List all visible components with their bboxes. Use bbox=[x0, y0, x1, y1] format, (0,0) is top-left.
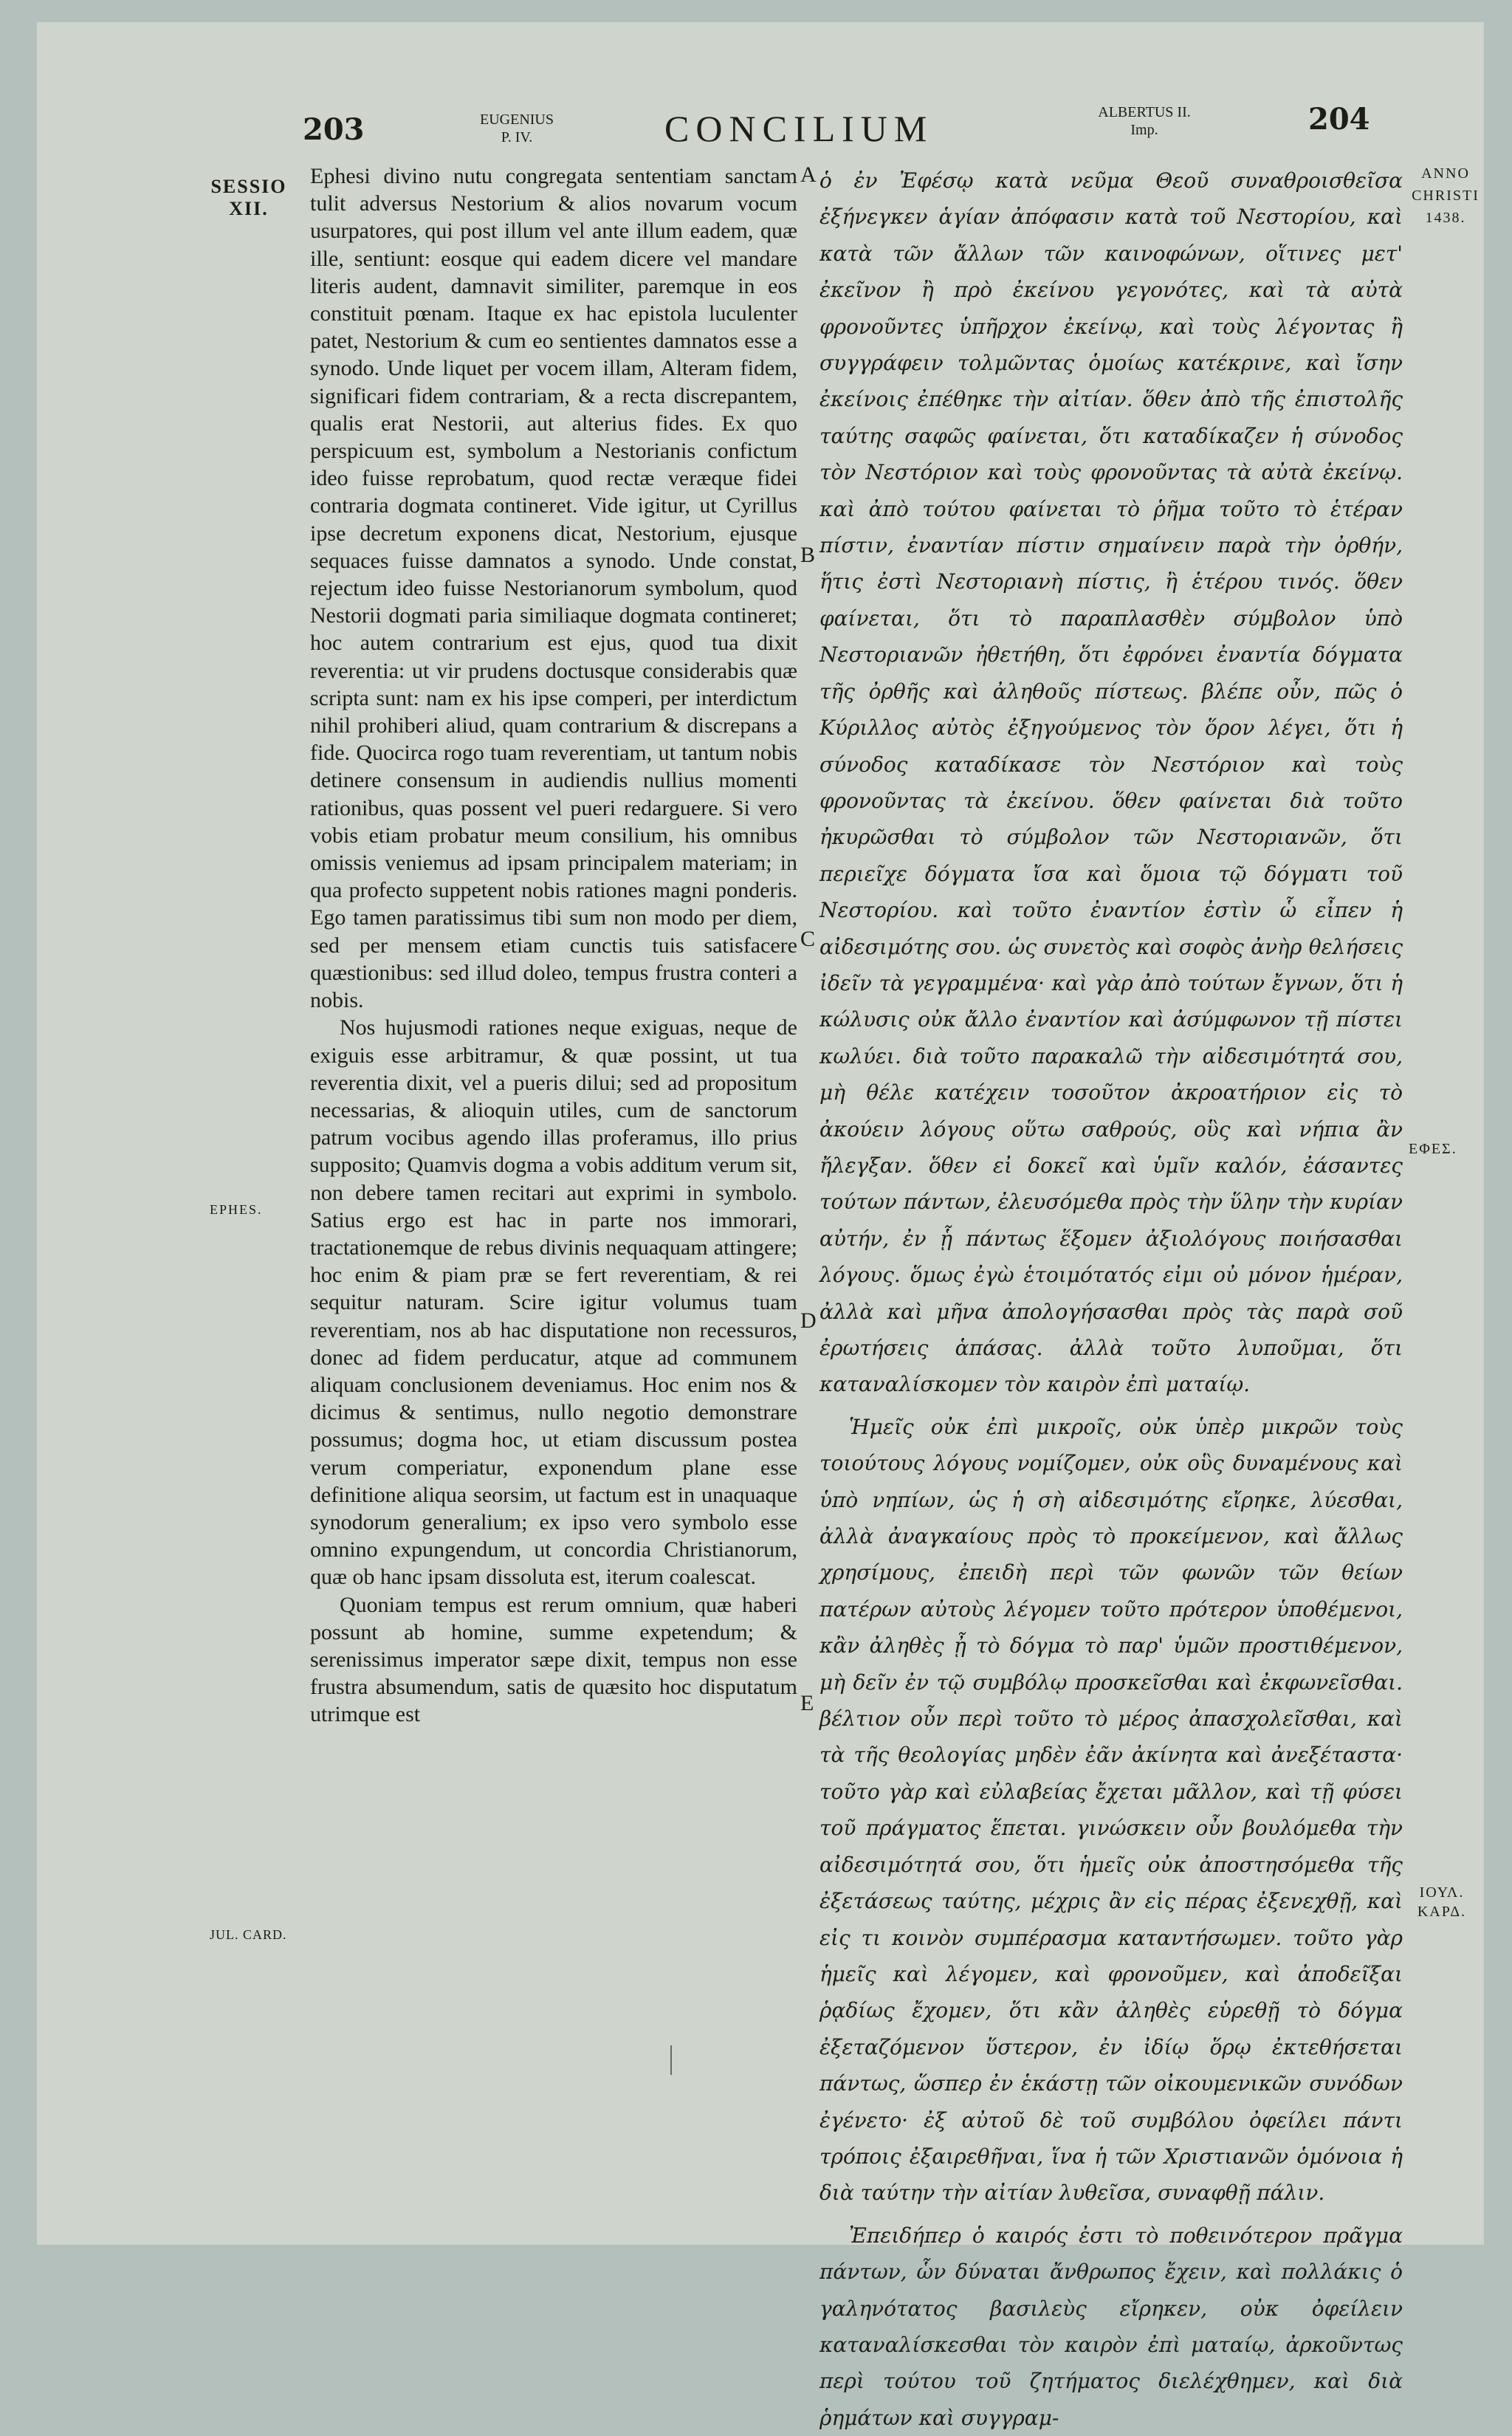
margin-line: SESSIO bbox=[210, 176, 287, 197]
margin-note-anno bbox=[1409, 162, 1482, 229]
running-head-left-line: P. IV. bbox=[501, 129, 533, 145]
page-number-left: 203 bbox=[303, 112, 365, 147]
margin-line: 1438. bbox=[1425, 210, 1466, 226]
greek-paragraph: Ἐπειδήπερ ὁ καιρός ἐστι τὸ ποθεινότερον πρᾶγμα πάντων, ὧν δύναται ἄνθρωπος ἔχειν, καὶ πολλάκις ὁ γαληνότατος βασιλεὺς εἴρηκεν, οὐκ ὀφείλειν καταναλίσκεσθαι τὸν καιρὸν ἐπὶ ματαίῳ, ἀρκοῦντως περὶ τούτου τοῦ ζητήματος διελέχθημεν, καὶ διὰ ῥημάτων καὶ συγγραμ- bbox=[819, 2223, 1403, 2430]
margin-line: CHRISTI bbox=[1412, 188, 1480, 204]
latin-column bbox=[310, 162, 797, 1729]
margin-note-ephes: EPHES. bbox=[210, 1202, 263, 1217]
running-head-right-line: Imp. bbox=[1130, 122, 1158, 138]
greek-column bbox=[819, 162, 1403, 2436]
margin-line: ΙΟΥΛ. bbox=[1419, 1884, 1465, 1901]
section-letter-c: C bbox=[800, 927, 816, 951]
latin-paragraph: Nos hujusmodi rationes neque exiguas, neque de exiguis esse arbitramur, & quæ possint, ut tua reverentia dixit, vel a pueris dilui; sed ad propositum necessarias, & alioquin utiles, cum de sanctorum patrum vocibus agendo illas proferamus, illo prius supposito; Quamvis dogma a vobis additum verum sit, non debere tamen recitari aut exprimi in symbolo. Satius ergo est hac in parte nos immorari, tractationemque de rebus divinis nequaquam attingere; hoc enim & piam præ se fert reverentiam, & rei sequitur naturam. Scire igitur volumus tuam reverentiam, nos ab hac disputatione non recessuros, donec ad fidem perducatur, atque ad communem aliquam conclusionem deveniamus. Hoc enim nos & dicimus & sentimus, nullo negotio demonstrare possumus; dogma hoc, ut etiam discussum postea verum comperiatur, exponendum plane esse definitione aliqua seorsim, ut factum est in unaquaque synodorum generalium; ex ipso vero symbolo esse omnino expungendum, ut concordia Christianorum, quæ ob hanc ipsam dissoluta est, iterum coalescat. bbox=[310, 1015, 797, 1590]
running-head-left bbox=[450, 111, 583, 146]
margin-note-jul-card: JUL. CARD. bbox=[210, 1927, 287, 1942]
margin-line: ΚΑΡΔ. bbox=[1417, 1904, 1467, 1920]
gutter-mark bbox=[670, 2045, 672, 2075]
section-letter-e: E bbox=[800, 1691, 814, 1715]
latin-paragraph: Quoniam tempus est rerum omnium, quæ haberi possunt ab homine, summe expetendum; & serenissimus imperator sæpe dixit, tempus non esse frustra absumendum, satis de quæsito hoc disputatum utrimque est bbox=[310, 1592, 797, 1727]
book-page bbox=[37, 22, 1484, 2430]
page-header bbox=[37, 22, 1484, 149]
page-number-right: 204 bbox=[1308, 102, 1370, 137]
running-head-right bbox=[1063, 103, 1226, 139]
running-head-right-line: ALBERTUS II. bbox=[1098, 104, 1191, 120]
section-letter-d: D bbox=[800, 1308, 817, 1333]
margin-note-efes: ΕΦΕΣ. bbox=[1409, 1141, 1457, 1157]
margin-note-iota bbox=[1409, 1883, 1475, 1921]
running-title: CONCILIUM bbox=[664, 108, 934, 149]
greek-paragraph: ὁ ἐν Ἐφέσῳ κατὰ νεῦμα Θεοῦ συναθροισθεῖσα ἐξήνεγκεν ἁγίαν ἀπόφασιν κατὰ τοῦ Νεστορίου, καὶ κατὰ τῶν ἄλλων τῶν καινοφώνων, οἵτινες μετ' ἐκεῖνον ἢ πρὸ ἐκείνου γεγονότες, καὶ τὰ αὐτὰ φρονοῦντες ὑπῆρχον ἐκείνῳ, καὶ τοὺς λέγοντας ἢ συγγράφειν τολμῶντας ὁμοίως κατέκρινε, καὶ ἴσην ἐκείνοις ἐπέθηκε τὴν αἰτίαν. ὅθεν ἀπὸ τῆς ἐπιστολῆς ταύτης σαφῶς φαίνεται, ὅτι καταδίκαζεν ἡ σύνοδος τὸν Νεστόριον καὶ τοὺς φρονοῦντας τὰ αὐτὰ ἐκείνῳ. καὶ ἀπὸ τούτου φαίνεται τὸ ῥῆμα τοῦτο τὸ ἑτέραν πίστιν, ἐναντίαν πίστιν σημαίνειν παρὰ τὴν ὀρθήν, ἥτις ἐστὶ Νεστοριανὴ πίστις, ἢ ἑτέρου τινός. ὅθεν φαίνεται, ὅτι τὸ παραπλασθὲν σύμβολον ὑπὸ Νεστοριανῶν ἠθετήθη, ὅτι ἐφρόνει ἐναντία δόγματα τῆς ὀρθῆς καὶ ἀληθοῦς πίστεως. βλέπε οὖν, πῶς ὁ Κύριλλος αὐτὸς ἐξηγούμενος τὸν ὅρον λέγει, ὅτι ἡ σύνοδος καταδίκασε τὸν Νεστόριον καὶ τοὺς φρονοῦντας τὰ ἐκείνου. ὅθεν φαίνεται διὰ τοῦτο ἠκυρῶσθαι τὸ σύμβολον τῶν Νεστοριανῶν, ὅτι περιεῖχε δόγματα ἴσα καὶ ὅμοια τῷ δόγματι τοῦ Νεστορίου. καὶ τοῦτο ἐναντίον ἐστὶν ὧ εἶπεν ἡ αἰδεσιμότης σου. ὡς συνετὸς καὶ σοφὸς ἀνὴρ θελήσεις ἰδεῖν τὰ γεγραμμένα· καὶ γὰρ ἀπὸ τούτων ἔγνων, ὅτι ἡ κώλυσις οὐκ ἄλλο ἐναντίον καὶ ἀσύμφωνον τῇ πίστει κωλύει. διὰ τοῦτο παρακαλῶ τὴν αἰδεσιμότητά σου, μὴ θέλε κατέχειν τοσοῦτον ἀκροατήριον εἰς τὸ ἀκούειν λόγους οὕτω σαθρούς, οὓς καὶ νήπια ἂν ἤλεγξαν. ὅθεν εἰ δοκεῖ καὶ ὑμῖν καλόν, ἐάσαντες τούτων πάντων, ἐλευσόμεθα πρὸς τὴν ὕλην τὴν κυρίαν αὐτήν, ἐν ᾗ πάντως ἕξομεν ἀξιολόγους ποιήσασθαι λόγους. ὅμως ἐγὼ ἑτοιμότατός εἰμι οὐ μόνον ἡμέραν, ἀλλὰ καὶ μῆνα ἀπολογήσασθαι πρὸς τὰς παρὰ σοῦ ἐρωτήσεις ἁπάσας. ἀλλὰ τοῦτο λυποῦμαι, ὅτι καταναλίσκομεν τὸν καιρὸν ἐπὶ ματαίῳ. bbox=[819, 168, 1403, 1397]
section-letter-a: A bbox=[800, 162, 817, 187]
running-head-left-line: EUGENIUS bbox=[480, 111, 554, 128]
greek-paragraph: Ἡμεῖς οὐκ ἐπὶ μικροῖς, οὐκ ὑπὲρ μικρῶν τοὺς τοιούτους λόγους νομίζομεν, οὐκ οὓς δυναμένους καὶ ὑπὸ νηπίων, ὡς ἡ σὴ αἰδεσιμότης εἴρηκε, λύεσθαι, ἀλλὰ ἀναγκαίους πρὸς τὸ προκείμενον, καὶ ἄλλως χρησίμους, ἐπειδὴ περὶ τῶν φωνῶν τῶν θείων πατέρων αὐτοὺς λέγομεν τοῦτο πρότερον ὑποθέμενοι, κἂν ἀληθὲς ᾖ τὸ δόγμα τὸ παρ' ὑμῶν προστιθέμενον, μὴ δεῖν ἐν τῷ συμβόλῳ προσκεῖσθαι καὶ ἐκφωνεῖσθαι. βέλτιον οὖν περὶ τοῦτο τὸ μέρος ἀπασχολεῖσθαι, καὶ τὰ τῆς θεολογίας μηδὲν ἐᾶν ἀκίνητα καὶ ἀνεξέταστα· τοῦτο γὰρ καὶ εὐλαβείας ἔχεται μᾶλλον, καὶ τῇ φύσει τοῦ πράγματος ἕπεται. γινώσκειν οὖν βουλόμεθα τὴν αἰδεσιμότητά σου, ὅτι ἡμεῖς οὐκ ἀποστησόμεθα τῆς ἐξετάσεως ταύτης, μέχρις ἂν εἰς πέρας ἐξενεχθῇ, καὶ εἰς τι κοινὸν συμπέρασμα καταντήσωμεν. τοῦτο γὰρ ἡμεῖς καὶ λέγομεν, καὶ φρονοῦμεν, καὶ ἀποδεῖξαι ῥᾳδίως ἔχομεν, ὅτι κἂν ἀληθὲς εὑρεθῇ τὸ δόγμα ἐξεταζόμενον ὕστερον, ἐν ἰδίῳ ὅρῳ ἐκτεθήσεται πάντως, ὥσπερ ἐν ἑκάστῃ τῶν οἰκουμενικῶν συνόδων ἐγένετο· ἐξ αὐτοῦ δὲ τοῦ συμβόλου ὀφείλει πάντι τρόποις ἐξαιρεθῆναι, ἵνα ἡ τῶν Χριστιανῶν ὁμόνοια ἡ διὰ ταύτην τὴν αἰτίαν λυθεῖσα, συναφθῇ πάλιν. bbox=[819, 1414, 1403, 2206]
margin-note-sessio bbox=[208, 176, 289, 220]
section-letter-b: B bbox=[800, 543, 816, 567]
margin-line: XII. bbox=[229, 198, 269, 219]
latin-paragraph: Ephesi divino nutu congregata sententiam sanctam tulit adversus Nestorium & alios novarum vocum usurpatores, qui post illum vel ante illum eadem, quæ ille, sentiunt: eosque qui eadem dicere vel mandare literis audent, damnavit similiter, paremque in eos constituit pœnam. Itaque ex hac epistola luculenter patet, Nestorium & cum eo sentientes damnatos esse a synodo. Unde liquet per vocem illam, Alteram fidem, significari fidem contrariam, & a recta discrepantem, qualis erat Nestorii, aut alterius fides. Ex quo perspicuum est, symbolum a Nestorianis confictum ideo fuisse reprobatum, quod rectæ veræque fidei contraria dogmata contineret. Vide igitur, ut Cyrillus ipse decretum exponens dicat, Nestorium, ejusque sequaces fuisse damnatos a synodo. Unde constat, rejectum ideo fuisse Nestorianorum symbolum, quod Nestorii dogmati paria similiaque dogmata contineret; hoc autem contrarium est ejus, quod tua dixit reverentia: ut vir prudens doctusque considerabis quæ scripta sunt: nam ex his ipse comperi, per interdictum nihil prohiberi aliud, quam contrarium & discrepans a fide. Quocirca rogo tuam reverentiam, ut tantum nobis detinere consensum in audiendis nullius momenti rationibus, quas possent vel pueri redarguere. Si vero vobis etiam probatur meum consilium, his omnibus omissis veniemus ad ipsam principalem materiam; in qua profecto suppetent nobis rationes magni ponderis. Ego tamen paratissimus tibi sum non modo per diem, sed per mensem etiam cunctis tuis satisfacere quæstionibus: sed illud doleo, tempus frustra conteri a nobis. bbox=[310, 164, 797, 1013]
margin-line: ANNO bbox=[1421, 165, 1470, 182]
